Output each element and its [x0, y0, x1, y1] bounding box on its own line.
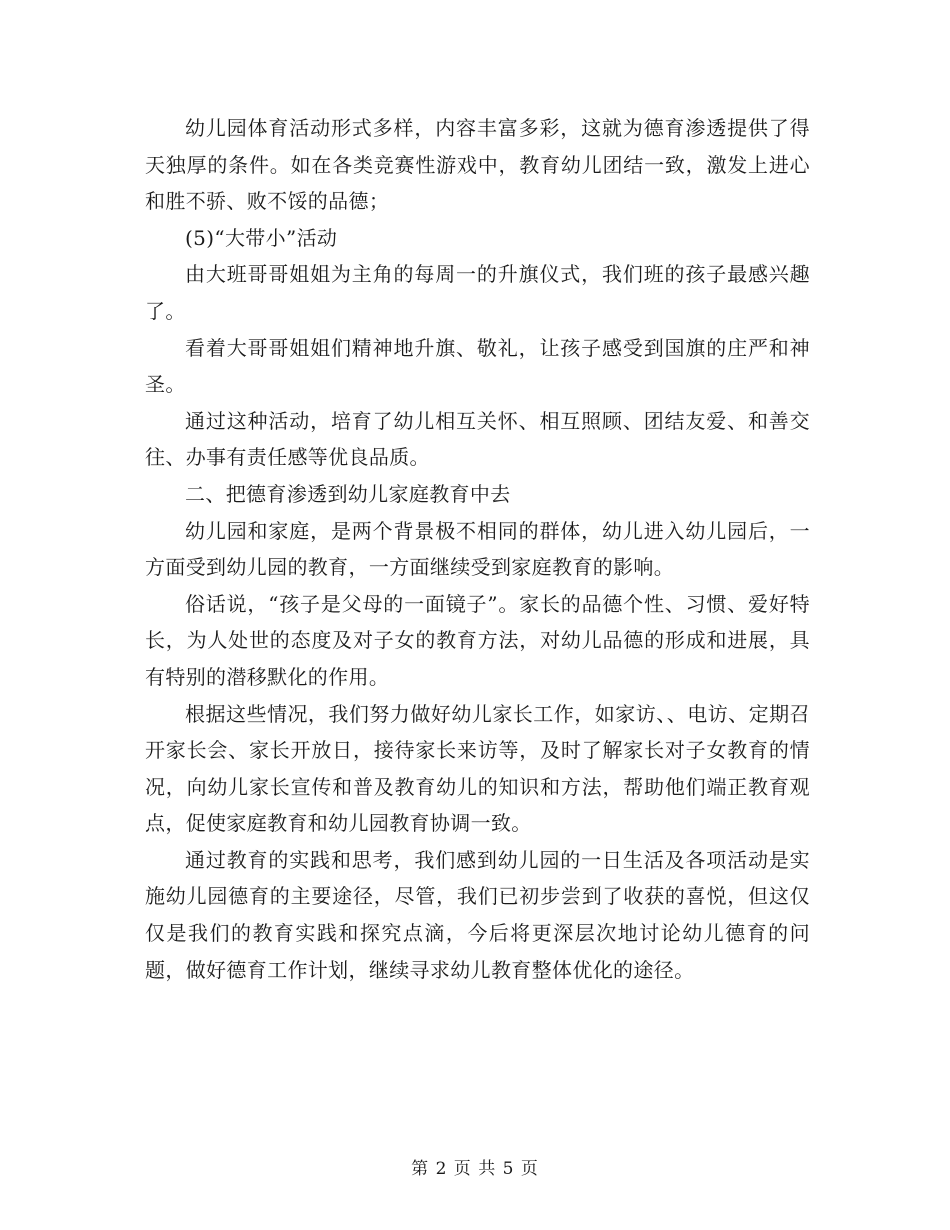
paragraph-heading-big-with-small: (5)“大带小”活动	[185, 225, 338, 250]
paragraph-watching-flag: 看着大哥哥姐姐们精神地升旗、敬礼，让孩子感受到国旗的庄严和神圣。	[145, 335, 810, 397]
paragraph-kindergarten-and-family: 幼儿园和家庭，是两个背景极不相同的群体，幼儿进入幼儿园后，一方面受到幼儿园的教育，一方面继续受到家庭教育的影响。	[145, 518, 810, 580]
paragraph-flag-ceremony: 由大班哥哥姐姐为主角的每周一的升旗仪式，我们班的孩子最感兴趣了。	[145, 262, 810, 323]
page-number: 第 2 页 共 5 页	[411, 1159, 539, 1179]
paragraph-proverb-mirror: 俗话说，“孩子是父母的一面镜子”。家长的品德个性、习惯、爱好特长，为人处世的态度及对子女的教育方法，对幼儿品德的形成和进展，具有特别的潜移默化的作用。	[145, 591, 810, 689]
paragraph-sports-activities: 幼儿园体育活动形式多样，内容丰富多彩，这就为德育渗透提供了得天独厚的条件。如在各类竞赛性游戏中，教育幼儿团结一致，激发上进心和胜不骄、败不馁的品德；	[145, 116, 810, 214]
paragraph-conclusion: 通过教育的实践和思考，我们感到幼儿园的一日生活及各项活动是实施幼儿园德育的主要途径，尽管，我们已初步尝到了收获的喜悦，但这仅仅是我们的教育实践和探究点滴，今后将更深层次地讨论幼儿德育的问题，做好德育工作计划，继续寻求幼儿教育整体优化的途径。	[145, 847, 810, 982]
paragraph-activity-benefits: 通过这种活动，培育了幼儿相互关怀、相互照顾、团结友爱、和善交往、办事有责任感等优良品质。	[145, 408, 810, 470]
page-footer	[0, 1154, 950, 1179]
section-heading-family-education: 二、把德育渗透到幼儿家庭教育中去	[185, 481, 511, 506]
document-body	[145, 110, 810, 988]
paragraph-parent-work: 根据这些情况，我们努力做好幼儿家长工作，如家访、、电访、定期召开家长会、家长开放日，接待家长来访等，及时了解家长对子女教育的情况，向幼儿家长宣传和普及教育幼儿的知识和方法，帮助他们端正教育观点，促使家庭教育和幼儿园教育协调一致。	[145, 701, 810, 836]
